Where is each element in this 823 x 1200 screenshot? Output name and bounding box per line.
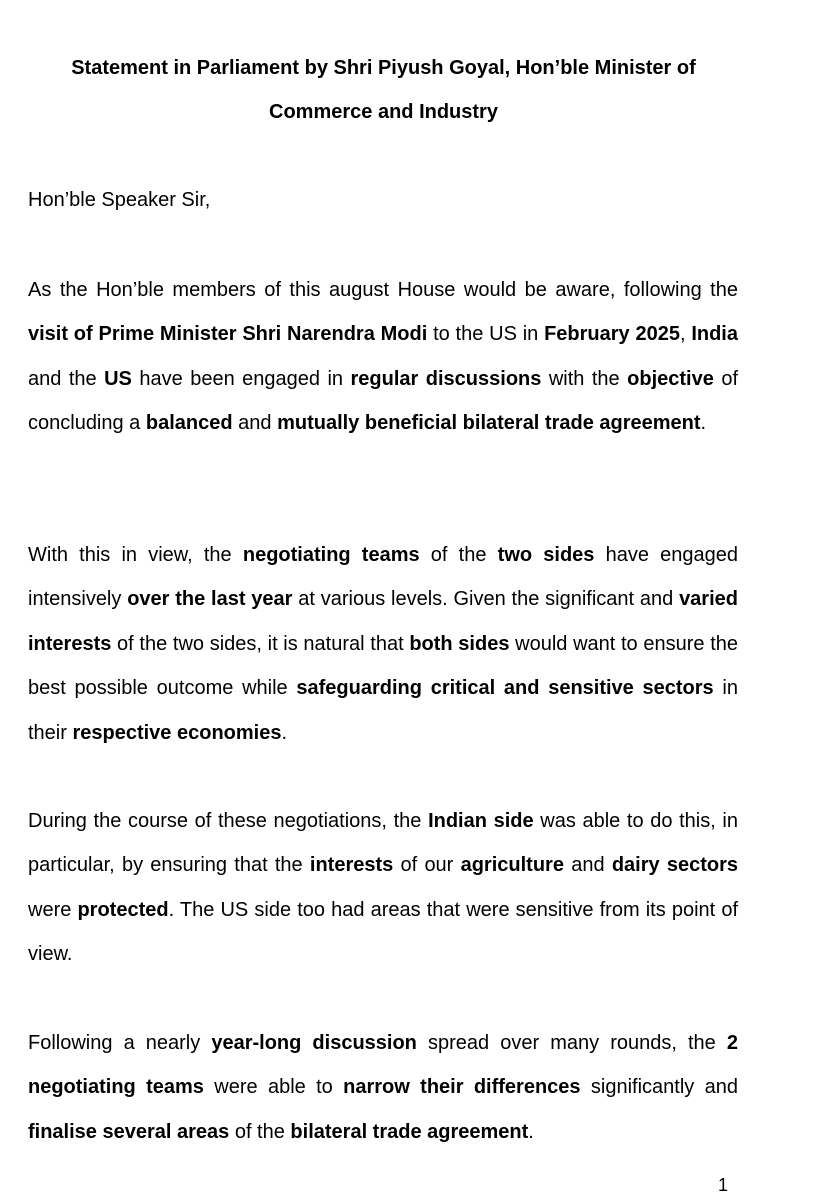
bold-text-run: 2 negotiating teams [28,1032,738,1099]
bold-text-run: February 2025 [544,323,680,346]
text-run: and [232,412,278,435]
bold-text-run: balanced [145,412,233,435]
text-run: During the course of these negotiations, the [28,810,429,832]
bold-text-run: Indian side [428,810,534,832]
text-run: . [700,412,707,435]
bold-text-run: safeguarding critical and sensitive sectors [296,677,714,700]
paragraph [28,1021,738,1154]
text-run: With this in view, the [28,544,243,566]
bold-text-run: respective economies [72,721,282,744]
bold-text-run: over the last year [127,588,293,611]
bold-text-run: varied interests [28,588,738,655]
bold-text-run: narrow their differences [343,1076,581,1099]
bold-text-run: bilateral trade agreement [290,1120,529,1143]
paragraph [28,799,738,977]
text-run: of the [419,544,498,566]
bold-text-run: finalise several areas [28,1120,230,1143]
title-line-1: Statement in Parliament by Shri Piyush Goyal, Hon’ble Minister of [71,57,696,79]
text-run: and [563,854,612,877]
text-run: have engaged intensively [28,544,739,611]
text-run: were able to [203,1076,344,1099]
bold-text-run: US [104,367,132,390]
bold-text-run: mutually beneficial bilateral trade agreement [277,412,701,435]
text-run: with the [541,367,628,390]
text-run: to the US in [427,323,545,346]
text-run: . [281,721,288,744]
text-run: was able to do this, in particular, by ensuring that the [28,810,738,877]
bold-text-run: objective [627,367,714,390]
paragraph [28,533,738,755]
text-run: of our [393,854,461,877]
text-run: of the [229,1120,291,1143]
text-run: and the [28,367,105,390]
text-run: As the Hon’ble members of this august House would be aware, following the [28,279,738,301]
bold-text-run: regular discussions [350,367,542,390]
text-run: have been engaged in [131,367,351,390]
bold-text-run: India [691,323,738,346]
text-run: of concluding a [28,367,739,435]
paragraph [28,268,738,446]
title-line-2: Commerce and Industry [269,101,498,123]
text-run: significantly and [580,1076,738,1099]
text-run: Following a nearly [28,1032,212,1054]
bold-text-run: agriculture [460,854,564,877]
text-run: were [28,898,78,921]
bold-text-run: year-long discussion [211,1032,417,1054]
text-run: of the two sides, it is natural that [111,632,410,655]
document-title [20,46,747,134]
text-run: at various levels. Given the significant and [292,588,680,611]
text-run: would want to ensure the best possible outcome while [28,632,738,700]
salutation: Hon’ble Speaker Sir, [28,189,211,211]
text-run: , [679,323,692,346]
bold-text-run: two sides [497,544,595,566]
text-run: in their [28,677,738,744]
bold-text-run: visit of Prime Minister Shri Narendra Modi [28,323,428,346]
text-run: . The US side too had areas that were sensitive from its point of view. [28,898,739,966]
text-run: spread over many rounds, the [416,1032,727,1054]
bold-text-run: protected [77,898,169,921]
bold-text-run: dairy sectors [611,854,739,877]
bold-text-run: negotiating teams [242,544,420,566]
bold-text-run: both sides [409,632,510,655]
page-number: 1 [718,1175,729,1195]
bold-text-run: interests [309,854,394,877]
text-run: . [528,1120,534,1143]
